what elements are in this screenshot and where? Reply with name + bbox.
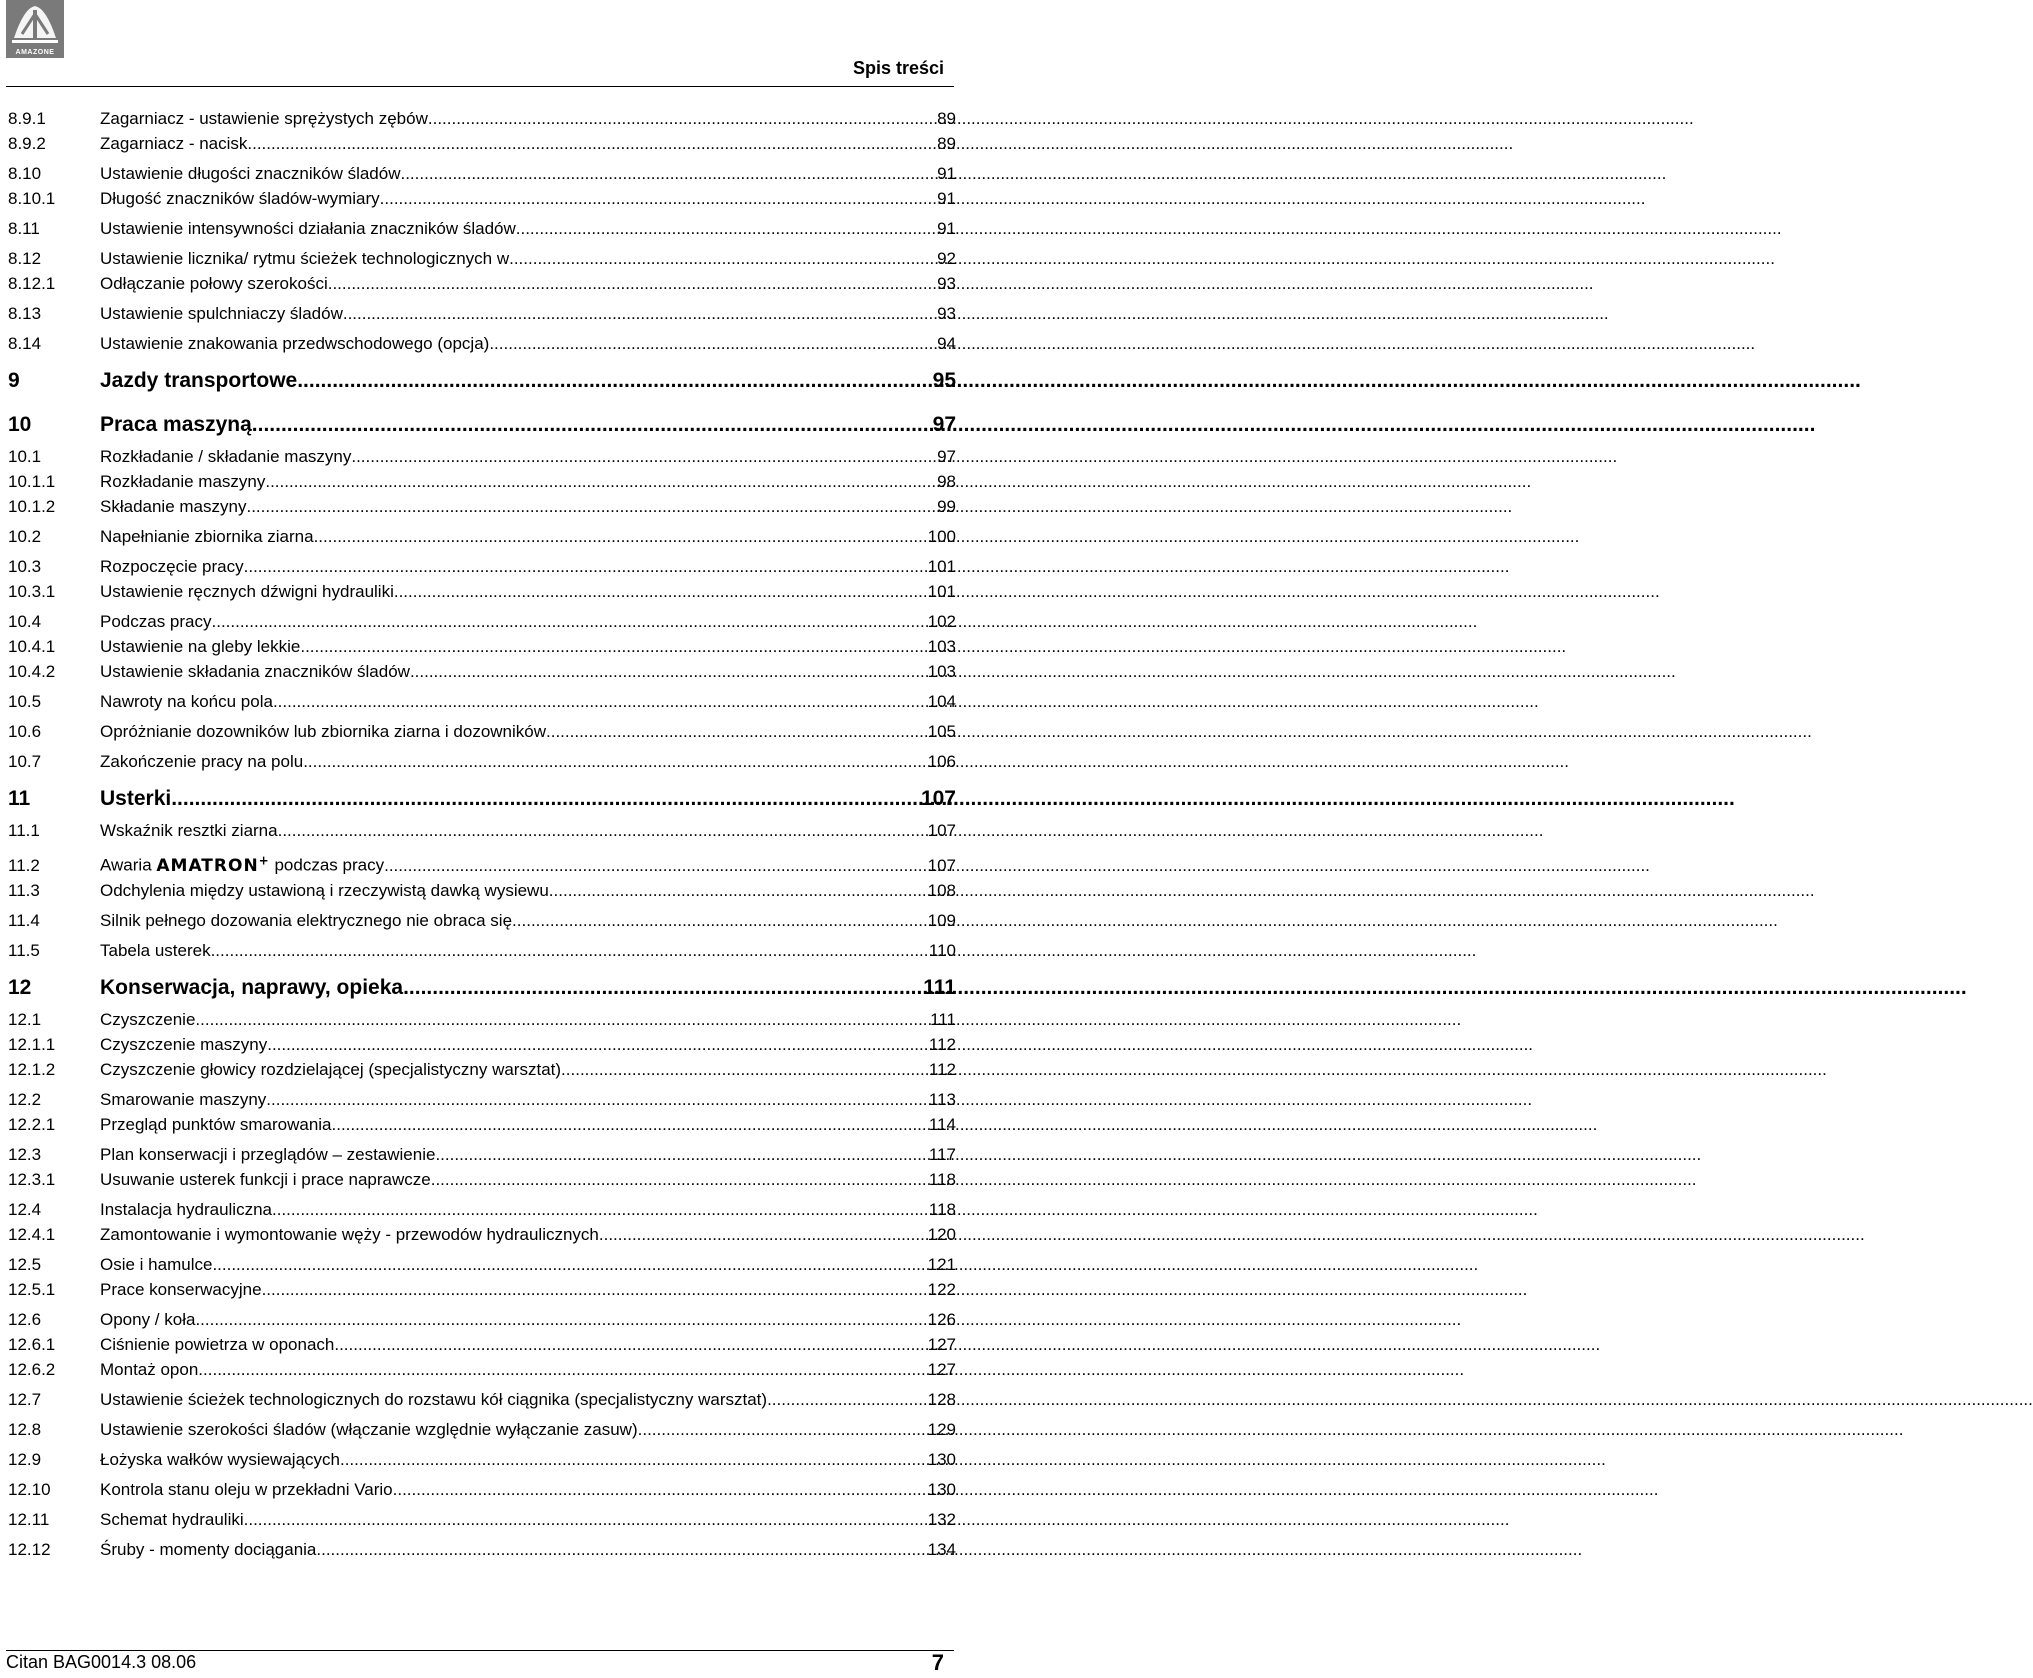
toc-title: Wskaźnik resztki ziarna bbox=[100, 821, 278, 840]
toc-title: Czyszczenie maszyny bbox=[100, 1035, 268, 1054]
toc-title: Ustawienie ręcznych dźwigni hydrauliki bbox=[100, 582, 394, 601]
toc-leader-dots bbox=[334, 1332, 926, 1357]
toc-leader-dots bbox=[431, 1167, 928, 1192]
toc-title: Osie i hamulce bbox=[100, 1255, 213, 1274]
toc-section-row[interactable] bbox=[8, 1032, 956, 1057]
toc-number: 10.3 bbox=[8, 557, 42, 576]
toc-title: Opony / koła bbox=[100, 1310, 196, 1329]
toc-page-number: 120 bbox=[927, 1225, 956, 1244]
logo-wordmark: AMAZONE bbox=[15, 49, 55, 56]
toc-number: 8.10 bbox=[8, 164, 42, 183]
toc-leader-dots bbox=[198, 1357, 926, 1382]
toc-page-number: 107 bbox=[927, 821, 956, 840]
toc-leader-dots bbox=[195, 1307, 926, 1332]
toc-number: 12.4 bbox=[8, 1200, 42, 1219]
toc-number: 12.6 bbox=[8, 1310, 42, 1329]
toc-page-number: 98 bbox=[937, 472, 956, 491]
toc-leader-dots bbox=[273, 689, 927, 714]
toc-section-row[interactable] bbox=[8, 634, 956, 659]
toc-title: Napełnianie zbiornika ziarna bbox=[100, 527, 314, 546]
toc-leader-dots bbox=[546, 719, 927, 744]
toc-number: 10.2 bbox=[8, 527, 42, 546]
toc-page-number: 101 bbox=[927, 582, 956, 601]
toc-number: 10.7 bbox=[8, 752, 42, 771]
toc-section-row[interactable] bbox=[8, 1222, 956, 1247]
toc-number: 8.9.1 bbox=[8, 109, 46, 128]
toc-title: Zakończenie pracy na polu bbox=[100, 752, 304, 771]
toc-leader-dots bbox=[252, 406, 932, 444]
toc-section-row[interactable] bbox=[8, 659, 956, 684]
toc-page-number: 97 bbox=[932, 413, 956, 436]
toc-section-row[interactable] bbox=[8, 938, 956, 963]
toc-page-number: 97 bbox=[937, 447, 956, 466]
toc-title: Składanie maszyny bbox=[100, 497, 247, 516]
toc-page-number: 118 bbox=[928, 1200, 956, 1219]
toc-title: Nawroty na końcu pola bbox=[100, 692, 273, 711]
toc-title: Śruby - momenty dociągania bbox=[100, 1540, 317, 1559]
toc-number: 10.1.2 bbox=[8, 497, 56, 516]
toc-title: Rozkładanie / składanie maszyny bbox=[100, 447, 352, 466]
footer-page-number: 7 bbox=[931, 1650, 944, 1675]
toc-page-number: 113 bbox=[928, 1090, 956, 1109]
toc-title: Silnik pełnego dozowania elektrycznego nie obraca się bbox=[100, 911, 513, 930]
toc-section-row[interactable] bbox=[8, 1417, 956, 1442]
toc-title: Instalacja hydrauliczna bbox=[100, 1200, 272, 1219]
toc-section-row[interactable] bbox=[8, 554, 956, 579]
toc-number: 12.3 bbox=[8, 1145, 42, 1164]
toc-number: 11.3 bbox=[8, 881, 40, 900]
toc-page-number: 105 bbox=[927, 722, 956, 741]
toc-page-number: 109 bbox=[927, 911, 956, 930]
toc-number: 12.6.1 bbox=[8, 1335, 56, 1354]
amatron-brand-sup: + bbox=[258, 853, 270, 867]
table-of-contents bbox=[8, 106, 956, 1562]
toc-page-number: 130 bbox=[927, 1450, 956, 1469]
footer-doc-id: Citan BAG0014.3 08.06 bbox=[6, 1652, 197, 1672]
toc-leader-dots bbox=[272, 1197, 928, 1222]
toc-number: 8.13 bbox=[8, 304, 42, 323]
toc-leader-dots bbox=[316, 1537, 926, 1562]
toc-leader-dots bbox=[244, 554, 927, 579]
toc-page-number: 93 bbox=[937, 274, 956, 293]
toc-title: Kontrola stanu oleju w przekładni Vario bbox=[100, 1480, 393, 1499]
toc-number: 12.12 bbox=[8, 1540, 51, 1559]
toc-page-number: 91 bbox=[937, 164, 956, 183]
toc-leader-dots bbox=[303, 749, 926, 774]
toc-section-row[interactable] bbox=[8, 1387, 956, 1412]
toc-section-row[interactable] bbox=[8, 1197, 956, 1222]
toc-chapter-row[interactable] bbox=[8, 362, 956, 400]
toc-section-row[interactable] bbox=[8, 818, 956, 843]
toc-title-before: Awaria bbox=[100, 855, 152, 875]
toc-title: Ustawienie długości znaczników śladów bbox=[100, 164, 401, 183]
toc-number: 12.4.1 bbox=[8, 1225, 56, 1244]
toc-title: Ustawienie składania znaczników śladów bbox=[100, 662, 410, 681]
toc-leader-dots bbox=[428, 106, 936, 131]
toc-section-row[interactable] bbox=[8, 331, 956, 356]
toc-number: 11 bbox=[8, 787, 31, 810]
toc-number: 8.14 bbox=[8, 334, 42, 353]
toc-title bbox=[100, 848, 384, 879]
toc-page-number: 132 bbox=[927, 1510, 956, 1529]
toc-leader-dots bbox=[246, 494, 936, 519]
toc-page-number: 112 bbox=[928, 1060, 956, 1079]
toc-number: 12.2.1 bbox=[8, 1115, 56, 1134]
toc-number: 9 bbox=[8, 369, 20, 392]
toc-number: 8.9.2 bbox=[8, 134, 46, 153]
toc-section-row[interactable] bbox=[8, 301, 956, 326]
toc-section-row[interactable] bbox=[8, 161, 956, 186]
toc-section-row[interactable] bbox=[8, 186, 956, 211]
toc-number: 10.4 bbox=[8, 612, 42, 631]
toc-page-number: 118 bbox=[928, 1170, 956, 1189]
toc-number: 10.1 bbox=[8, 447, 42, 466]
toc-page-number: 111 bbox=[923, 976, 956, 999]
toc-page-number: 99 bbox=[937, 497, 956, 516]
toc-number: 10.6 bbox=[8, 722, 42, 741]
toc-section-row[interactable] bbox=[8, 609, 956, 634]
toc-leader-dots bbox=[403, 969, 922, 1007]
toc-number: 12.2 bbox=[8, 1090, 42, 1109]
toc-page-number: 108 bbox=[927, 881, 956, 900]
toc-page-number: 102 bbox=[927, 612, 956, 631]
toc-title: Czyszczenie bbox=[100, 1010, 196, 1029]
toc-number: 12.11 bbox=[8, 1510, 50, 1529]
toc-number: 11.4 bbox=[8, 911, 40, 930]
toc-page-number: 128 bbox=[927, 1390, 956, 1409]
toc-number: 10.3.1 bbox=[8, 582, 56, 601]
toc-number: 10 bbox=[8, 413, 32, 436]
toc-title: Łożyska wałków wysiewających bbox=[100, 1450, 340, 1469]
toc-title: Ciśnienie powietrza w oponach bbox=[100, 1335, 335, 1354]
toc-title: Konserwacja, naprawy, opieka bbox=[100, 976, 404, 999]
toc-number: 12.1 bbox=[8, 1010, 42, 1029]
toc-title: Montaż opon bbox=[100, 1360, 199, 1379]
footer-divider bbox=[6, 1650, 954, 1651]
toc-number: 8.10.1 bbox=[8, 189, 56, 208]
toc-page-number: 122 bbox=[927, 1280, 956, 1299]
toc-leader-dots bbox=[195, 1007, 929, 1032]
toc-title: Długość znaczników śladów-wymiary bbox=[100, 189, 380, 208]
toc-page-number: 110 bbox=[928, 941, 956, 960]
toc-number: 12 bbox=[8, 976, 32, 999]
toc-title: Usterki bbox=[100, 787, 172, 810]
toc-section-row[interactable] bbox=[8, 1087, 956, 1112]
toc-section-row[interactable] bbox=[8, 1537, 956, 1562]
toc-page-number: 121 bbox=[927, 1255, 956, 1274]
toc-page-number: 112 bbox=[928, 1035, 956, 1054]
toc-section-row[interactable] bbox=[8, 106, 956, 131]
toc-leader-dots bbox=[549, 878, 927, 903]
toc-leader-dots bbox=[265, 469, 936, 494]
toc-number: 8.12.1 bbox=[8, 274, 56, 293]
toc-section-row[interactable] bbox=[8, 1112, 956, 1137]
toc-number: 12.7 bbox=[8, 1390, 42, 1409]
toc-leader-dots bbox=[380, 186, 936, 211]
header-divider bbox=[6, 86, 954, 87]
toc-number: 11.5 bbox=[8, 941, 40, 960]
toc-number: 10.5 bbox=[8, 692, 42, 711]
toc-section-row[interactable] bbox=[8, 1507, 956, 1532]
toc-page-number: 129 bbox=[927, 1420, 956, 1439]
toc-number: 12.5 bbox=[8, 1255, 42, 1274]
toc-title: Ustawienie intensywności działania znaczników śladów bbox=[100, 219, 516, 238]
toc-leader-dots bbox=[314, 524, 927, 549]
toc-page-number: 103 bbox=[927, 662, 956, 681]
toc-leader-dots bbox=[394, 579, 927, 604]
toc-chapter-row[interactable] bbox=[8, 406, 956, 444]
amazone-logo bbox=[6, 0, 64, 58]
toc-section-row[interactable] bbox=[8, 444, 956, 469]
toc-page-number: 107 bbox=[927, 855, 956, 875]
toc-number: 8.12 bbox=[8, 249, 42, 268]
toc-leader-dots bbox=[267, 1032, 928, 1057]
toc-number: 12.3.1 bbox=[8, 1170, 56, 1189]
toc-title: Rozpoczęcie pracy bbox=[100, 557, 244, 576]
toc-section-row[interactable] bbox=[8, 1307, 956, 1332]
toc-title: Schemat hydrauliki bbox=[100, 1510, 244, 1529]
toc-chapter-row[interactable] bbox=[8, 780, 956, 818]
toc-section-row[interactable] bbox=[8, 216, 956, 241]
toc-title: Jazdy transportowe bbox=[100, 369, 298, 392]
toc-page-number: 103 bbox=[927, 637, 956, 656]
toc-title: Tabela usterek bbox=[100, 941, 211, 960]
toc-leader-dots bbox=[400, 161, 936, 186]
toc-leader-dots bbox=[351, 444, 936, 469]
toc-leader-dots bbox=[247, 131, 936, 156]
toc-leader-dots bbox=[489, 331, 936, 356]
toc-leader-dots bbox=[211, 938, 928, 963]
toc-section-row[interactable] bbox=[8, 494, 956, 519]
toc-leader-dots bbox=[599, 1222, 927, 1247]
toc-leader-dots bbox=[340, 1447, 927, 1472]
toc-leader-dots bbox=[171, 780, 920, 818]
toc-section-row[interactable] bbox=[8, 524, 956, 549]
toc-leader-dots bbox=[516, 216, 936, 241]
toc-title: Zamontowanie i wymontowanie węży - przewodów hydraulicznych bbox=[100, 1225, 599, 1244]
toc-leader-dots bbox=[278, 818, 927, 843]
toc-page-number: 127 bbox=[927, 1360, 956, 1379]
toc-section-row[interactable] bbox=[8, 689, 956, 714]
toc-page-number: 106 bbox=[927, 752, 956, 771]
toc-title: Ustawienie szerokości śladów (włączanie względnie wyłączanie zasuw) bbox=[100, 1420, 638, 1439]
toc-section-row[interactable] bbox=[8, 579, 956, 604]
toc-title: Praca maszyną bbox=[100, 413, 252, 436]
toc-page-number: 101 bbox=[927, 557, 956, 576]
toc-page-number: 91 bbox=[937, 219, 956, 238]
toc-section-row[interactable] bbox=[8, 1167, 956, 1192]
toc-leader-dots bbox=[212, 1252, 926, 1277]
toc-section-row[interactable] bbox=[8, 1477, 956, 1502]
toc-section-row[interactable] bbox=[8, 878, 956, 903]
toc-page-number: 127 bbox=[927, 1335, 956, 1354]
toc-title: Ustawienie spulchniaczy śladów bbox=[100, 304, 343, 323]
toc-number: 12.1.1 bbox=[8, 1035, 56, 1054]
toc-leader-dots bbox=[343, 301, 936, 326]
toc-page-number: 89 bbox=[937, 134, 956, 153]
toc-section-row[interactable] bbox=[8, 1332, 956, 1357]
toc-leader-dots bbox=[328, 271, 936, 296]
toc-leader-dots bbox=[300, 634, 926, 659]
toc-section-row[interactable] bbox=[8, 1277, 956, 1302]
toc-title: Zagarniacz - ustawienie sprężystych zębów bbox=[100, 109, 428, 128]
toc-leader-dots bbox=[638, 1417, 927, 1442]
toc-page-number: 107 bbox=[920, 787, 956, 810]
toc-title: Opróżnianie dozowników lub zbiornika ziarna i dozowników bbox=[100, 722, 547, 741]
toc-leader-dots bbox=[384, 853, 927, 878]
toc-section-row[interactable] bbox=[8, 1057, 956, 1082]
toc-title: Podczas pracy bbox=[100, 612, 212, 631]
toc-page-number: 117 bbox=[928, 1145, 956, 1164]
toc-leader-dots bbox=[297, 362, 931, 400]
toc-title: Zagarniacz - nacisk bbox=[100, 134, 248, 153]
toc-chapter-row[interactable] bbox=[8, 969, 956, 1007]
toc-number: 11.1 bbox=[8, 821, 40, 840]
toc-page-number: 93 bbox=[937, 304, 956, 323]
toc-number: 10.4.1 bbox=[8, 637, 56, 656]
toc-page-number: 91 bbox=[937, 189, 956, 208]
toc-title: Rozkładanie maszyny bbox=[100, 472, 266, 491]
toc-leader-dots bbox=[410, 659, 927, 684]
toc-page-number: 89 bbox=[937, 109, 956, 128]
toc-section-row[interactable] bbox=[8, 1252, 956, 1277]
toc-number: 12.5.1 bbox=[8, 1280, 56, 1299]
toc-number: 12.8 bbox=[8, 1420, 42, 1439]
toc-leader-dots bbox=[262, 1277, 927, 1302]
toc-title: Czyszczenie głowicy rozdzielającej (specjalistyczny warsztat) bbox=[100, 1060, 562, 1079]
amatron-brand bbox=[156, 853, 270, 876]
toc-title: Smarowanie maszyny bbox=[100, 1090, 267, 1109]
toc-section-row[interactable] bbox=[8, 271, 956, 296]
toc-leader-dots bbox=[509, 246, 936, 271]
toc-section-row[interactable] bbox=[8, 246, 956, 271]
toc-page-number: 94 bbox=[937, 334, 956, 353]
toc-leader-dots bbox=[212, 609, 927, 634]
toc-page-number: 100 bbox=[927, 527, 956, 546]
toc-page-number: 111 bbox=[930, 1010, 956, 1029]
toc-title: Przegląd punktów smarowania bbox=[100, 1115, 332, 1134]
toc-page-number: 104 bbox=[927, 692, 956, 711]
toc-section-row[interactable] bbox=[8, 908, 956, 933]
toc-number: 12.6.2 bbox=[8, 1360, 56, 1379]
toc-title: Odłączanie połowy szerokości bbox=[100, 274, 328, 293]
toc-title: Plan konserwacji i przeglądów – zestawienie bbox=[100, 1145, 436, 1164]
toc-leader-dots bbox=[512, 908, 927, 933]
toc-page-number: 92 bbox=[937, 249, 956, 268]
toc-section-row[interactable] bbox=[8, 1357, 956, 1382]
toc-page-number: 114 bbox=[928, 1115, 956, 1134]
amatron-brand-text: AMATRON bbox=[156, 855, 259, 876]
toc-leader-dots bbox=[561, 1057, 928, 1082]
toc-title: Ustawienie licznika/ rytmu ścieżek technologicznych w bbox=[100, 249, 510, 268]
toc-title: Ustawienie znakowania przedwschodowego (opcja) bbox=[100, 334, 490, 353]
toc-title-after: podczas pracy bbox=[274, 855, 385, 875]
toc-title: Usuwanie usterek funkcji i prace naprawcze bbox=[100, 1170, 431, 1189]
toc-section-row[interactable] bbox=[8, 1142, 956, 1167]
toc-number: 10.1.1 bbox=[8, 472, 56, 491]
toc-leader-dots bbox=[393, 1477, 927, 1502]
toc-section-row[interactable] bbox=[8, 749, 956, 774]
toc-number: 12.1.2 bbox=[8, 1060, 56, 1079]
page-header-title: Spis treści bbox=[852, 58, 944, 78]
toc-number: 12.10 bbox=[8, 1480, 51, 1499]
toc-section-row[interactable] bbox=[8, 848, 956, 876]
toc-page-number: 95 bbox=[932, 369, 956, 392]
toc-title: Odchylenia między ustawioną i rzeczywistą dawką wysiewu bbox=[100, 881, 549, 900]
toc-number: 11.2 bbox=[8, 855, 40, 875]
toc-title: Ustawienie na gleby lekkie bbox=[100, 637, 301, 656]
toc-title: Ustawienie ścieżek technologicznych do rozstawu kół ciągnika (specjalistyczny warsztat) bbox=[100, 1390, 768, 1409]
toc-section-row[interactable] bbox=[8, 131, 956, 156]
toc-page-number: 130 bbox=[927, 1480, 956, 1499]
toc-leader-dots bbox=[266, 1087, 928, 1112]
toc-section-row[interactable] bbox=[8, 1007, 956, 1032]
toc-title: Prace konserwacyjne bbox=[100, 1280, 262, 1299]
toc-leader-dots bbox=[767, 1387, 927, 1412]
toc-number: 12.9 bbox=[8, 1450, 42, 1469]
toc-page-number: 126 bbox=[927, 1310, 956, 1329]
toc-leader-dots bbox=[332, 1112, 928, 1137]
toc-number: 10.4.2 bbox=[8, 662, 56, 681]
toc-page-number: 134 bbox=[927, 1540, 956, 1559]
toc-section-row[interactable] bbox=[8, 719, 956, 744]
toc-section-row[interactable] bbox=[8, 1447, 956, 1472]
toc-leader-dots bbox=[435, 1142, 927, 1167]
toc-section-row[interactable] bbox=[8, 469, 956, 494]
toc-number: 8.11 bbox=[8, 219, 40, 238]
toc-leader-dots bbox=[244, 1507, 927, 1532]
